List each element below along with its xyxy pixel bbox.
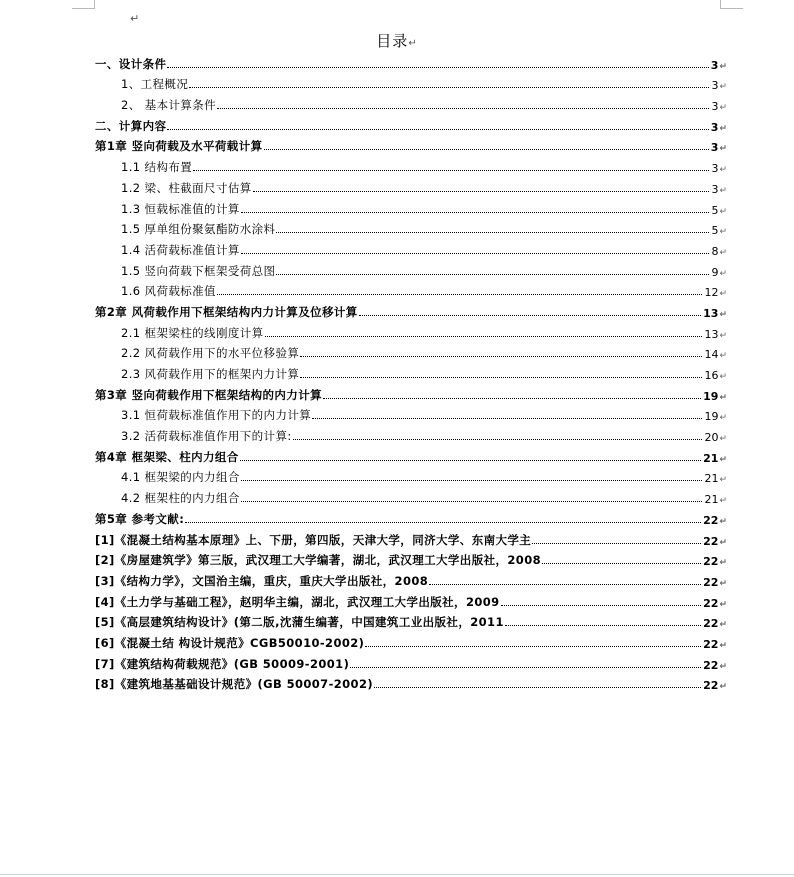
toc-entry-text: 2、 基本计算条件 xyxy=(121,98,217,113)
toc-dot-leader xyxy=(300,356,702,357)
toc-entry[interactable] xyxy=(95,51,727,72)
paragraph-mark-icon: ↵ xyxy=(719,165,727,176)
paragraph-mark-icon: ↵ xyxy=(719,61,727,72)
toc-dot-leader xyxy=(189,87,709,88)
toc-entry[interactable] xyxy=(95,651,727,672)
toc-page-number: 12 xyxy=(704,286,719,300)
toc-title-text: 目录 xyxy=(376,32,409,50)
toc-entry-text: 第2章 风荷载作用下框架结构内力计算及位移计算 xyxy=(95,304,358,319)
paragraph-mark-icon: ↵ xyxy=(719,516,727,527)
toc-dot-leader xyxy=(265,336,703,337)
toc-entry[interactable] xyxy=(95,630,727,651)
toc-entry[interactable] xyxy=(95,113,727,134)
toc-dot-leader xyxy=(240,460,701,461)
paragraph-mark-icon: ↵ xyxy=(719,82,727,93)
toc-entry[interactable] xyxy=(95,444,727,465)
toc-entry-text: 4.2 框架柱的内力组合 xyxy=(121,491,240,506)
paragraph-mark-icon: ↵ xyxy=(719,392,727,403)
toc-entry[interactable] xyxy=(95,672,727,693)
toc-entry[interactable] xyxy=(95,237,727,258)
toc-entry-text: [1]《混凝土结构基本原理》上、下册，第四版，天津大学，同济大学、东南大学主 xyxy=(95,532,532,547)
toc-page-number: 22 xyxy=(703,658,719,672)
toc-entry[interactable] xyxy=(95,485,727,506)
toc-entry[interactable] xyxy=(95,320,727,341)
toc-entry-text: 1.5 厚单组份聚氨酯防水涂料 xyxy=(121,222,276,237)
toc-entry-text: 1.6 风荷载标准值 xyxy=(121,284,216,299)
paragraph-mark-icon: ↵ xyxy=(719,309,727,320)
toc-dot-leader xyxy=(323,398,701,399)
toc-dot-leader xyxy=(429,584,701,585)
toc-page-number: 22 xyxy=(703,555,719,569)
toc-page-number: 9 xyxy=(711,265,719,279)
toc-page-number: 22 xyxy=(703,596,719,610)
toc-dot-leader xyxy=(167,67,708,68)
toc-entry[interactable] xyxy=(95,299,727,320)
toc-entry-text: 1.2 梁、柱截面尺寸估算 xyxy=(121,180,252,195)
toc-page-number: 22 xyxy=(703,575,719,589)
toc-entry-text: 1.5 竖向荷载下框架受荷总图 xyxy=(121,263,276,278)
toc-entry-text: 1.4 活荷载标准值计算 xyxy=(121,242,240,257)
toc-dot-leader xyxy=(300,377,702,378)
toc-entry[interactable] xyxy=(95,548,727,569)
paragraph-mark-icon: ↵ xyxy=(719,682,727,693)
toc-dot-leader xyxy=(217,108,709,109)
toc-entry-text: 1.1 结构布置 xyxy=(121,160,193,175)
toc-entry[interactable] xyxy=(95,382,727,403)
toc-dot-leader xyxy=(276,232,709,233)
toc-dot-leader xyxy=(532,543,701,544)
toc-dot-leader xyxy=(241,501,703,502)
toc-entry-text: 2.1 框架梁柱的线刚度计算 xyxy=(121,325,264,340)
toc-dot-leader xyxy=(505,625,701,626)
toc-entry-text: 第1章 竖向荷载及水平荷载计算 xyxy=(95,139,263,154)
toc-entry[interactable] xyxy=(95,217,727,238)
toc-entry[interactable] xyxy=(95,258,727,279)
toc-dot-leader xyxy=(365,646,701,647)
toc-entry[interactable] xyxy=(95,134,727,155)
toc-page-number: 3 xyxy=(711,100,719,114)
toc-entry-text: 第3章 竖向荷载作用下框架结构的内力计算 xyxy=(95,387,323,402)
paragraph-mark-icon: ↵ xyxy=(719,330,727,341)
paragraph-mark-icon: ↵ xyxy=(719,289,727,300)
toc-entry-text: 2.3 风荷载作用下的框架内力计算 xyxy=(121,367,300,381)
paragraph-mark-icon: ↵ xyxy=(719,413,727,424)
toc-page-number: 3 xyxy=(710,58,719,72)
toc-dot-leader xyxy=(241,480,703,481)
toc-entry-text: [5]《高层建筑结构设计》(第二版,沈蒲生编著，中国建筑工业出版社，2011 xyxy=(95,615,504,630)
paragraph-mark-icon: ↵ xyxy=(719,558,727,569)
paragraph-mark-icon: ↵ xyxy=(719,185,727,196)
toc-entry-text: 一、设计条件 xyxy=(95,56,167,71)
paragraph-mark-icon: ↵ xyxy=(719,475,727,486)
paragraph-mark-icon: ↵ xyxy=(719,351,727,362)
toc-dot-leader xyxy=(253,191,710,192)
toc-title xyxy=(0,30,794,51)
table-of-contents xyxy=(95,51,727,692)
toc-page-number: 5 xyxy=(711,224,719,238)
paragraph-mark-icon: ↵ xyxy=(719,537,727,548)
paragraph-mark-icon: ↵ xyxy=(719,640,727,651)
toc-entry-text: 第4章 框架梁、柱内力组合 xyxy=(95,449,239,464)
toc-dot-leader xyxy=(350,667,701,668)
toc-entry[interactable] xyxy=(95,175,727,196)
toc-dot-leader xyxy=(374,687,701,688)
toc-entry-text: [3]《结构力学》，文国治主编，重庆，重庆大学出版社，2008 xyxy=(95,573,429,588)
page-bottom-edge xyxy=(0,874,794,875)
toc-dot-leader xyxy=(276,274,709,275)
toc-entry-text: 3.2 活荷载标准值作用下的计算: xyxy=(121,429,292,444)
toc-dot-leader xyxy=(501,605,702,606)
paragraph-mark-icon: ↵ xyxy=(130,12,140,25)
toc-entry-text: 3.1 恒荷载标准值作用下的内力计算 xyxy=(121,408,312,423)
toc-entry[interactable] xyxy=(95,610,727,631)
toc-dot-leader xyxy=(241,212,710,213)
paragraph-mark-icon: ↵ xyxy=(719,247,727,258)
toc-page-number: 13 xyxy=(703,306,719,320)
toc-entry[interactable] xyxy=(95,72,727,93)
toc-page-number: 3 xyxy=(711,182,719,196)
toc-entry[interactable] xyxy=(95,403,727,424)
toc-entry-text: 1、工程概况 xyxy=(121,77,189,92)
toc-page-number: 3 xyxy=(710,141,719,155)
toc-entry[interactable] xyxy=(95,527,727,548)
paragraph-mark-icon: ↵ xyxy=(719,578,727,589)
paragraph-mark-icon: ↵ xyxy=(719,620,727,631)
toc-entry-text: [8]《建筑地基基础设计规范》(GB 50007-2002) xyxy=(95,677,374,692)
toc-entry[interactable] xyxy=(95,154,727,175)
toc-entry-text: [2]《房屋建筑学》第三版，武汉理工大学编著，湖北，武汉理工大学出版社，2008 xyxy=(95,553,542,568)
paragraph-mark-icon: ↵ xyxy=(719,206,727,217)
page-corner-mark-right xyxy=(720,0,743,9)
toc-dot-leader xyxy=(542,563,701,564)
toc-entry[interactable] xyxy=(95,92,727,113)
paragraph-mark-icon: ↵ xyxy=(719,496,727,507)
paragraph-mark-icon: ↵ xyxy=(719,123,727,134)
toc-page-number: 22 xyxy=(703,617,719,631)
toc-entry[interactable] xyxy=(95,341,727,362)
toc-page-number: 3 xyxy=(711,79,719,93)
toc-entry[interactable] xyxy=(95,506,727,527)
toc-dot-leader xyxy=(293,439,703,440)
page-corner-mark-left xyxy=(72,0,95,9)
toc-entry-text: [6]《混凝土结 构设计规范》CGB50010-2002) xyxy=(95,635,365,650)
toc-page-number: 13 xyxy=(704,327,719,341)
toc-entry-text: 二、计算内容 xyxy=(95,118,167,133)
toc-entry-text: 第5章 参考文献: xyxy=(95,511,185,526)
toc-dot-leader xyxy=(193,170,709,171)
toc-page-number: 3 xyxy=(711,162,719,176)
toc-dot-leader xyxy=(312,418,702,419)
toc-dot-leader xyxy=(185,522,701,523)
toc-page-number: 21 xyxy=(704,493,719,507)
paragraph-mark-icon: ↵ xyxy=(719,434,727,445)
paragraph-mark-icon: ↵ xyxy=(719,144,727,155)
toc-entry-text: 4.1 框架梁的内力组合 xyxy=(121,470,240,485)
toc-dot-leader xyxy=(217,294,703,295)
toc-page-number: 14 xyxy=(704,348,719,362)
toc-page-number: 16 xyxy=(704,369,719,382)
toc-page-number: 22 xyxy=(703,534,719,548)
toc-page-number: 21 xyxy=(703,451,719,465)
paragraph-mark-icon: ↵ xyxy=(719,661,727,672)
paragraph-mark-icon: ↵ xyxy=(719,454,727,465)
paragraph-mark-icon: ↵ xyxy=(719,372,727,382)
toc-entry[interactable] xyxy=(95,568,727,589)
toc-entry-text: 2.2 风荷载作用下的水平位移验算 xyxy=(121,346,300,361)
toc-dot-leader xyxy=(264,149,709,150)
toc-page-number: 20 xyxy=(704,431,719,445)
toc-entry-text: 1.3 恒载标准值的计算 xyxy=(121,201,240,216)
toc-page-number: 22 xyxy=(703,679,719,693)
toc-dot-leader xyxy=(167,129,708,130)
paragraph-mark-icon: ↵ xyxy=(719,227,727,238)
toc-page-number: 8 xyxy=(711,244,719,258)
toc-dot-leader xyxy=(241,253,710,254)
paragraph-mark-icon: ↵ xyxy=(719,103,727,114)
toc-page-number: 19 xyxy=(704,410,719,424)
toc-entry-text: [7]《建筑结构荷载规范》(GB 50009-2001) xyxy=(95,656,350,671)
toc-entry[interactable] xyxy=(95,361,727,382)
toc-entry[interactable] xyxy=(95,465,727,486)
toc-page-number: 22 xyxy=(703,637,719,651)
toc-entry[interactable] xyxy=(95,196,727,217)
paragraph-mark-icon: ↵ xyxy=(408,38,418,49)
toc-dot-leader xyxy=(359,315,701,316)
toc-entry-text: [4]《土力学与基础工程》，赵明华主编，湖北，武汉理工大学出版社，2009 xyxy=(95,594,500,609)
toc-page-number: 5 xyxy=(711,203,719,217)
paragraph-mark-icon: ↵ xyxy=(719,268,727,279)
toc-page-number: 21 xyxy=(704,472,719,486)
toc-page-number: 22 xyxy=(703,513,719,527)
toc-page-number: 3 xyxy=(710,120,719,134)
toc-entry[interactable] xyxy=(95,279,727,300)
toc-entry[interactable] xyxy=(95,589,727,610)
paragraph-mark-icon: ↵ xyxy=(719,599,727,610)
toc-entry[interactable] xyxy=(95,423,727,444)
toc-page-number: 19 xyxy=(703,389,719,403)
